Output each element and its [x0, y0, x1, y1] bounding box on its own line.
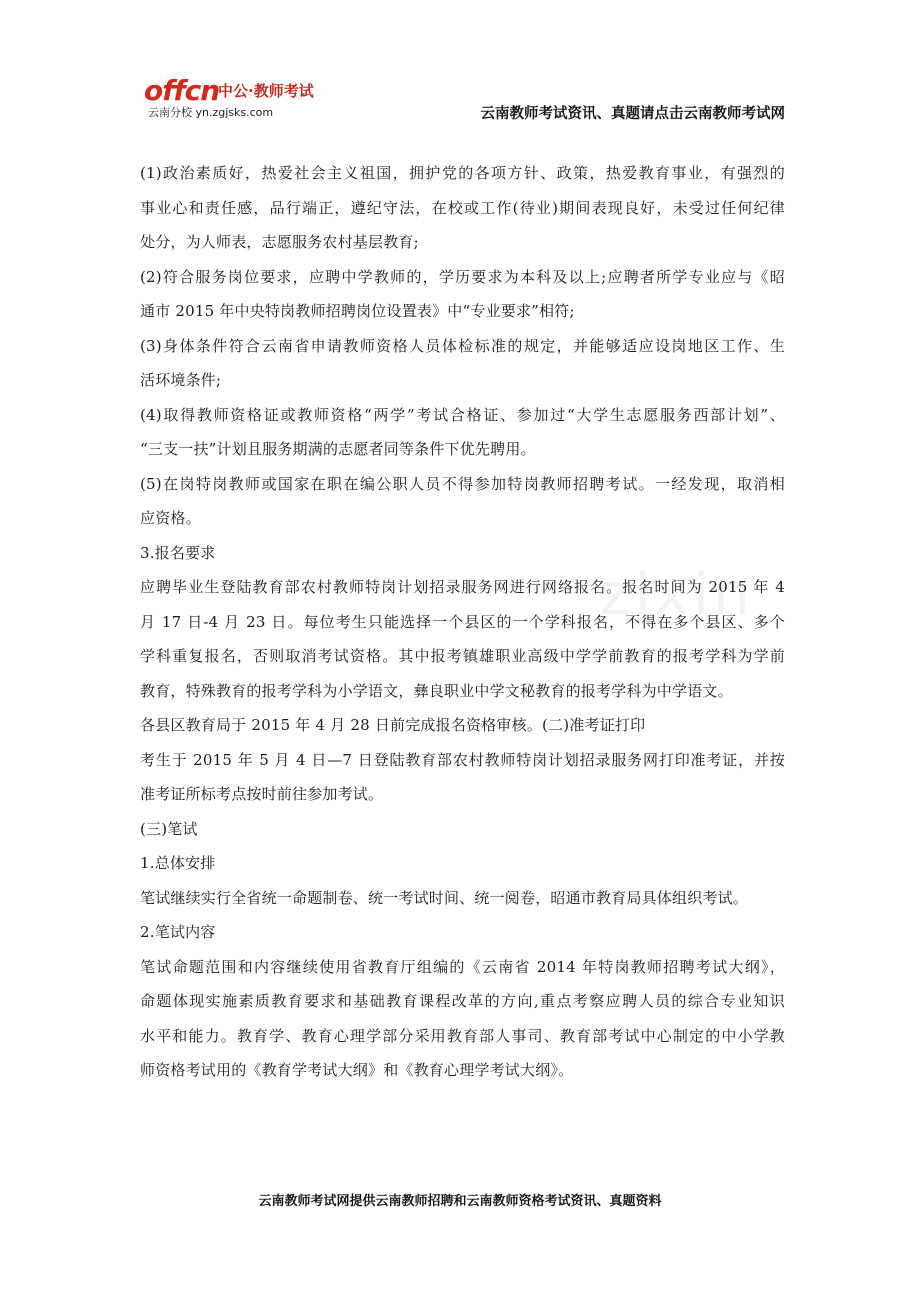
header-site-link[interactable]: 云南教师考试资讯、真题请点击云南教师考试网 — [480, 106, 785, 122]
body-line: 水平和能力。教育学、教育心理学部分采用教育部人事司、教育部考试中心制定的中小学教 — [140, 1026, 785, 1045]
section-heading: 3.报名要求 — [140, 543, 216, 562]
body-line: “三支一扶”计划且服务期满的志愿者同等条件下优先聘用。 — [140, 440, 536, 458]
body-line: 各县区教育局于 2015 年 4 月 28 日前完成报名资格审核。(二)准考证打印 — [140, 716, 646, 734]
body-line: (3)身体条件符合云南省申请教师资格人员体检标准的规定，并能够适应设岗地区工作、生 — [140, 336, 785, 355]
body-line: 笔试命题范围和内容继续使用省教育厅组编的《云南省 2014 年特岗教师招聘考试大纲》， — [140, 957, 785, 976]
document-body — [140, 156, 785, 1088]
body-line: 考生于 2015 年 5 月 4 日—7 日登陆教育部农村教师特岗计划招录服务网打印准考证，并按 — [140, 750, 785, 769]
logo-mark: offcn — [144, 74, 220, 107]
body-line: 月 17 日-4 月 23 日。每位考生只能选择一个县区的一个学科报名，不得在多个县区、多个 — [140, 612, 785, 631]
body-line: (2)符合服务岗位要求，应聘中学教师的，学历要求为本科及以上;应聘者所学专业应与《昭 — [140, 267, 785, 286]
section-heading: 1.总体安排 — [140, 854, 216, 872]
body-line: (4)取得教师资格证或教师资格“两学”考试合格证、参加过“大学生志愿服务西部计划”、 — [140, 405, 785, 424]
body-line: 事业心和责任感，品行端正，遵纪守法，在校或工作(待业)期间表现良好，未受过任何纪律 — [140, 198, 785, 217]
page-header — [140, 72, 785, 124]
body-line: 活环境条件; — [140, 371, 222, 389]
body-line: (5)在岗特岗教师或国家在职在编公职人员不得参加特岗教师招聘考试。一经发现，取消相 — [140, 474, 785, 493]
offcn-logo[interactable] — [140, 72, 320, 120]
body-line: 笔试继续实行全省统一命题制卷、统一考试时间、统一阅卷，昭通市教育局具体组织考试。 — [140, 888, 749, 907]
body-line: 通市 2015 年中央特岗教师招聘岗位设置表》中“专业要求”相符; — [140, 302, 575, 320]
logo-name: 中公·教师考试 — [218, 82, 314, 100]
body-line: 应聘毕业生登陆教育部农村教师特岗计划招录服务网进行网络报名。报名时间为 2015 年 4 — [140, 578, 785, 596]
body-line: 准考证所标考点按时前往参加考试。 — [140, 785, 384, 803]
body-line: 命题体现实施素质教育要求和基础教育课程改革的方向,重点考察应聘人员的综合专业知识 — [140, 992, 785, 1010]
body-line: 学科重复报名，否则取消考试资格。其中报考镇雄职业高级中学学前教育的报考学科为学前 — [140, 647, 785, 665]
body-line: (1)政治素质好，热爱社会主义祖国，拥护党的各项方针、政策，热爱教育事业，有强烈的 — [140, 164, 785, 182]
section-heading: (三)笔试 — [140, 819, 198, 838]
body-line: 处分，为人师表，志愿服务农村基层教育; — [140, 233, 419, 251]
logo-subtitle: 云南分校 yn.zgjsks.com — [148, 106, 274, 119]
body-line: 教育，特殊教育的报考学科为小学语文，彝良职业中学文秘教育的报考学科为中学语文。 — [140, 681, 733, 700]
section-heading: 2.笔试内容 — [140, 923, 216, 941]
page-footer: 云南教师考试网提供云南教师招聘和云南教师资格考试资讯、真题资料 — [258, 1194, 662, 1209]
body-line: 师资格考试用的《教育学考试大纲》和《教育心理学考试大纲》。 — [140, 1061, 574, 1079]
body-line: 应资格。 — [140, 509, 201, 527]
